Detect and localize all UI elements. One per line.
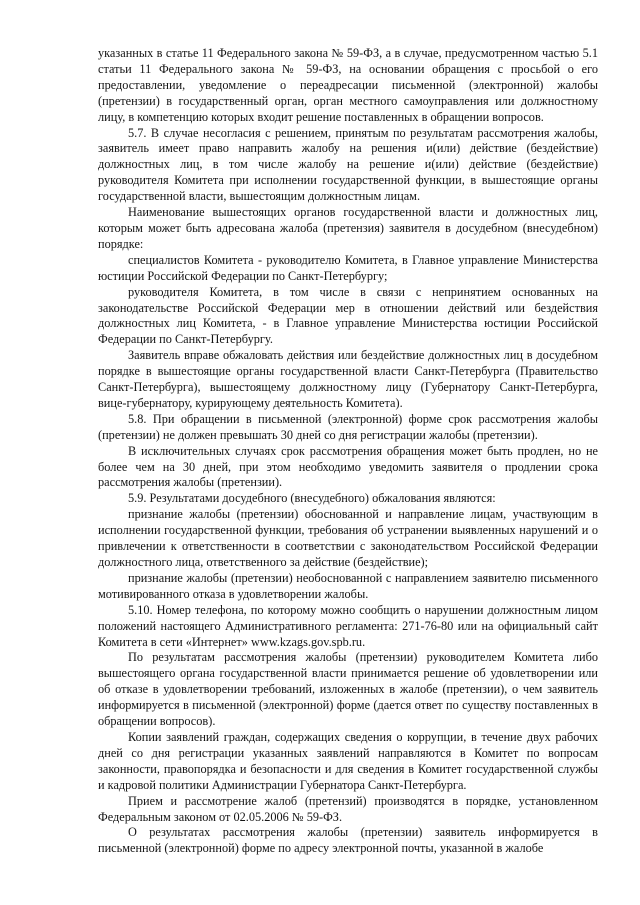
paragraph-recognition-invalid: признание жалобы (претензии) необоснованной с направлением заявителю письменного мотивированного отказа в удовлетворении жалобы. bbox=[98, 570, 598, 601]
paragraph-extension: В исключительных случаях срок рассмотрения обращения может быть продлен, но не более чем на 30 дней, при этом необходимо уведомить заявителя о продлении срока рассмотрения жалобы (претензии). bbox=[98, 443, 598, 490]
paragraph-5-8: 5.8. При обращении в письменной (электронной) форме срок рассмотрения жалобы (претензии) не должен превышать 30 дней со дня регистрации жалобы (претензии). bbox=[98, 411, 598, 442]
paragraph-appeal-right: Заявитель вправе обжаловать действия или бездействие должностных лиц в досудебном порядке в вышестоящие органы государственной власти Санкт-Петербурга (Правительство Санкт-Петербурга), вышестоящему должностному лицу (Губернатору Санкт-Петербурга, вице-губернатору, курирующему деятельность Комитета). bbox=[98, 348, 598, 410]
paragraph-procedure: Прием и рассмотрение жалоб (претензий) производятся в порядке, установленном Федеральным законом от 02.05.2006 № 59-ФЗ. bbox=[98, 793, 598, 824]
paragraph-higher-authorities: Наименование вышестоящих органов государственной власти и должностных лиц, которым может быть адресована жалоба (претензия) заявителя в досудебном (внесудебном) порядке: bbox=[98, 205, 598, 251]
paragraph-recognition-valid: признание жалобы (претензии) обоснованной и направление лицам, участвующим в исполнении государственной функции, требования об устранении выявленных нарушений и о привлечении к ответственности в соответствии с законодательством Российской Федерации должностного лица, ответственного за действие (бездействие); bbox=[98, 507, 598, 569]
paragraph-head-of-committee: руководителя Комитета, в том числе в связи с непринятием основанных на законодательстве Российской Федерации мер в отношении действий или бездействия должностных лиц Комитета, - в Главное управление Министерства юстиции Российской Федерации по Санкт-Петербургу. bbox=[98, 284, 598, 347]
paragraph-corruption-copies: Копии заявлений граждан, содержащих сведения о коррупции, в течение двух рабочих дней со дня регистрации указанных заявлений направляются в Комитет по вопросам законности, правопорядка и безопасности и для сведения в Комитет государственной службы и кадровой политики Администрации Губернатора Санкт-Петербурга. bbox=[98, 729, 598, 792]
paragraph-decision: По результатам рассмотрения жалобы (претензии) руководителем Комитета либо вышестоящего органа государственной власти принимается решение об удовлетворении или об отказе в удовлетворении требований, изложенных в жалобе (претензии), о чем заявитель информируется в письменной (электронной) форме (дается ответ по существу поставленных в обращении вопросов). bbox=[98, 650, 598, 729]
paragraph-continuation: указанных в статье 11 Федерального закона № 59-ФЗ, а в случае, предусмотренном частью 5.1 статьи 11 Федерального закона № 59-ФЗ, на основании обращения с просьбой о его предоставлении, уведомление о переадресации письменной (электронной) жалобы (претензии) в государственный орган, орган местного самоуправления или должностному лицу, в компетенцию которых входит решение поставленных в обращении вопросов. bbox=[98, 46, 598, 124]
paragraph-notification: О результатах рассмотрения жалобы (претензии) заявитель информируется в письменной (электронной) форме по адресу электронной почты, указанной в жалобе bbox=[98, 825, 598, 856]
paragraph-specialists: специалистов Комитета - руководителю Комитета, в Главное управление Министерства юстиции Российской Федерации по Санкт-Петербургу; bbox=[98, 252, 598, 283]
paragraph-5-7: 5.7. В случае несогласия с решением, принятым по результатам рассмотрения жалобы, заявитель имеет право направить жалобу на решения и(или) действие (бездействие) должностных лиц, в том числе жалобу на решение и(или) действие (бездействие) руководителя Комитета при исполнении государственной функции, в вышестоящие органы государственной власти, вышестоящим должностным лицам. bbox=[98, 125, 598, 204]
paragraph-5-9: 5.9. Результатами досудебного (внесудебного) обжалования являются: bbox=[128, 491, 496, 506]
paragraph-5-10: 5.10. Номер телефона, по которому можно сообщить о нарушении должностным лицом положений настоящего Административного регламента: 271-76-80 или на официальный сайт Комитета в сети «Интернет» www.kzags.gov.spb.ru. bbox=[98, 602, 598, 649]
